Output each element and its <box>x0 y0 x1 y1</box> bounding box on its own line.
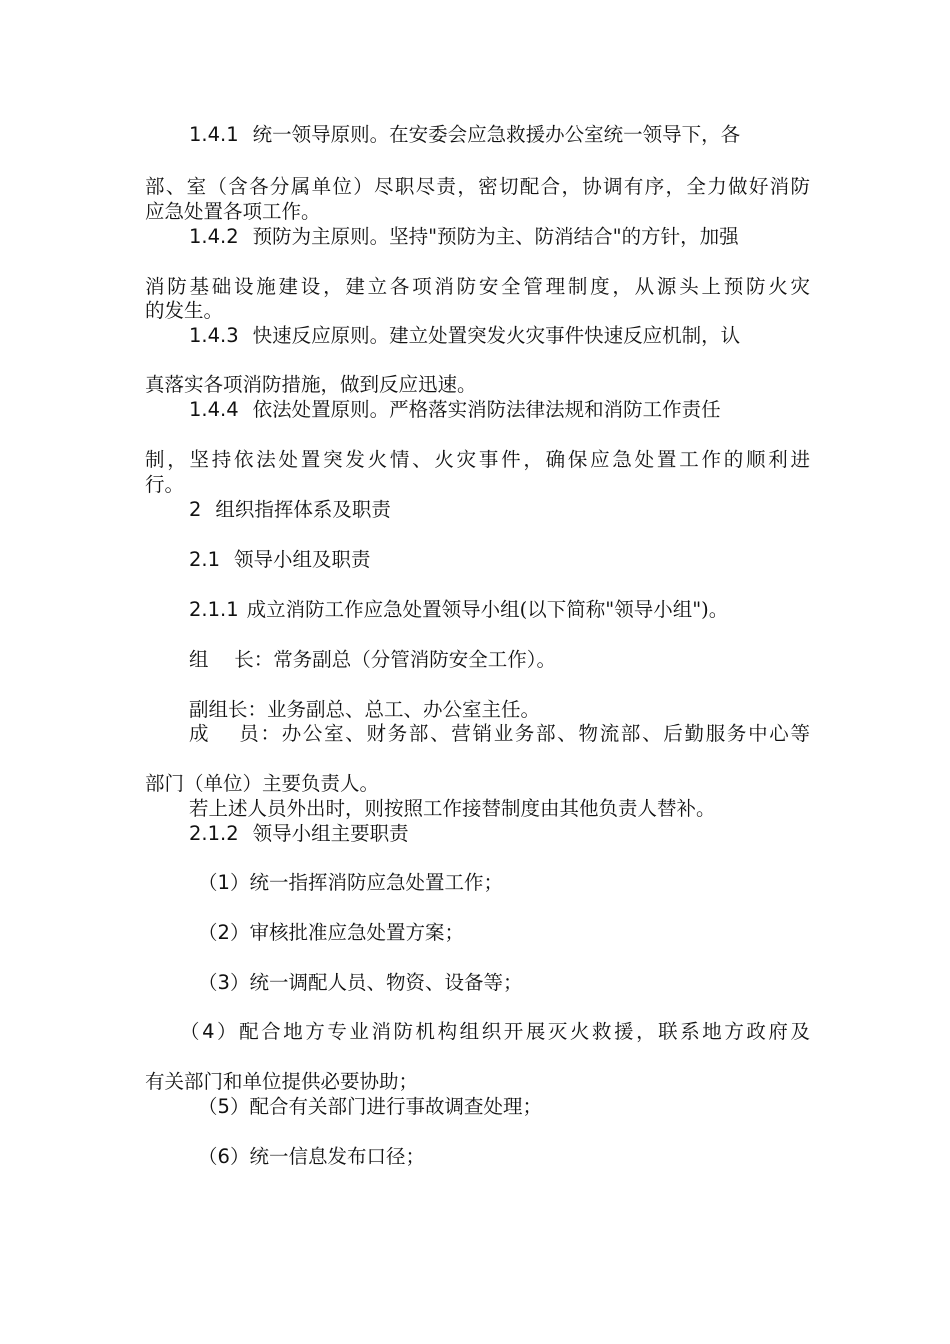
duty-number: 2 <box>217 921 230 944</box>
duty-item-4-line2: 有关部门和单位提供必要协助； <box>145 1070 419 1093</box>
duty-item-5: （5）配合有关部门进行事故调查处理； <box>198 1095 542 1118</box>
para-text: 预防为主原则。坚持"预防为主、防消结合"的方针，加强 <box>252 225 739 248</box>
para-1-4-3-line1 <box>189 323 810 349</box>
para-text: 统一领导原则。在安委会应急救援办公室统一领导下，各 <box>252 123 741 146</box>
duty-item-4-line1: （4）配合地方专业消防机构组织开展灭火救援，联系地方政府及 <box>180 1020 810 1043</box>
heading-text: 领导小组及职责 <box>234 548 371 571</box>
para-text: 依法处置原则。严格落实消防法律法规和消防工作责任 <box>252 398 721 421</box>
para-1-4-2-line1 <box>189 224 810 250</box>
duty-item-3: （3）统一调配人员、物资、设备等； <box>198 971 523 994</box>
section-number: 2.1 <box>189 548 221 571</box>
para-1-4-1-line1 <box>189 122 810 148</box>
para-text: 快速反应原则。建立处置突发火灾事件快速反应机制，认 <box>252 324 741 347</box>
section-number: 1.4.1 <box>189 123 239 146</box>
duty-text: 配合地方专业消防机构组织开展灭火救援，联系地方政府及 <box>239 1020 810 1043</box>
para-1-4-1-line2: 部、室（含各分属单位）尽职尽责，密切配合，协调有序，全力做好消防 <box>145 175 810 198</box>
section-number: 1.4.2 <box>189 225 239 248</box>
para-1-4-4-line3: 行。 <box>145 473 185 496</box>
section-number: 2.1.2 <box>189 822 239 845</box>
para-1-4-3-line2: 真落实各项消防措施，做到反应迅速。 <box>145 373 477 396</box>
duty-text: 统一调配人员、物资、设备等； <box>249 971 523 994</box>
para-1-4-4-line1 <box>189 397 810 423</box>
para-1-4-2-line3: 的发生。 <box>145 299 224 322</box>
section-number: 1.4.3 <box>189 324 239 347</box>
duty-text: 配合有关部门进行事故调查处理； <box>249 1095 542 1118</box>
para-1-4-2-line2: 消防基础设施建设，建立各项消防安全管理制度，从源头上预防火灾 <box>145 275 810 298</box>
duty-item-1: （1）统一指挥消防应急处置工作； <box>198 871 503 894</box>
para-text: 领导小组主要职责 <box>252 822 409 845</box>
section-number: 2 <box>189 498 202 521</box>
duty-number: 4 <box>202 1020 215 1043</box>
para-1-4-1-line3: 应急处置各项工作。 <box>145 200 321 223</box>
section-number: 1.4.4 <box>189 398 239 421</box>
heading-2 <box>189 497 810 523</box>
members-line1: 成 员：办公室、财务部、营销业务部、物流部、后勤服务中心等 <box>189 722 810 745</box>
heading-text: 组织指挥体系及职责 <box>215 498 391 521</box>
duty-item-2: （2）审核批准应急处置方案； <box>198 921 464 944</box>
duty-text: 统一指挥消防应急处置工作； <box>249 871 503 894</box>
duty-item-6: （6）统一信息发布口径； <box>198 1145 425 1168</box>
duty-text: 统一信息发布口径； <box>249 1145 425 1168</box>
leader-line: 组 长：常务副总（分管消防安全工作）。 <box>189 648 556 671</box>
para-text: 成立消防工作应急处置领导小组(以下简称"领导小组")。 <box>246 598 729 621</box>
deputy-line: 副组长：业务副总、总工、办公室主任。 <box>189 698 541 721</box>
para-1-4-4-line2: 制，坚持依法处置突发火情、火灾事件，确保应急处置工作的顺利进 <box>145 448 810 471</box>
section-number: 2.1.1 <box>189 598 239 621</box>
substitute-line: 若上述人员外出时，则按照工作接替制度由其他负责人替补。 <box>189 797 716 820</box>
duty-number: 5 <box>217 1095 230 1118</box>
para-2-1-1 <box>189 597 810 623</box>
duty-text: 审核批准应急处置方案； <box>249 921 464 944</box>
heading-2-1 <box>189 547 810 573</box>
duty-number: 1 <box>217 871 230 894</box>
para-2-1-2 <box>189 821 810 847</box>
duty-number: 6 <box>217 1145 230 1168</box>
members-line2: 部门（单位）主要负责人。 <box>145 772 380 795</box>
duty-number: 3 <box>217 971 230 994</box>
